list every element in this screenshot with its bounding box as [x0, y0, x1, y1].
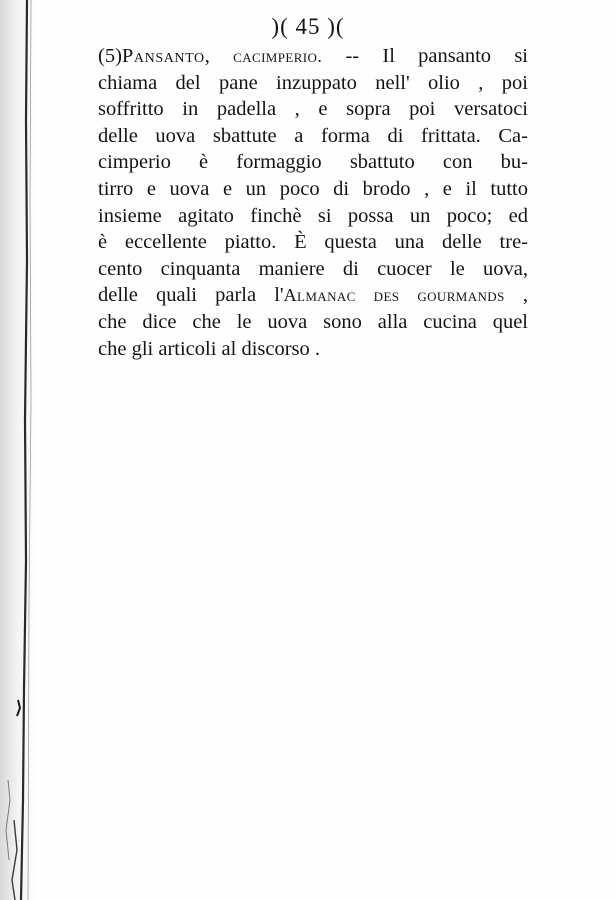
page-number: )( 45 )(: [271, 14, 345, 39]
headword: Pansanto: [121, 45, 205, 67]
text-line: cimperio è formaggio sbattuto con bu-: [98, 151, 528, 174]
headword-secondary: cacimperio.: [233, 46, 323, 66]
binding-shadow: [0, 0, 40, 900]
text-line: che gli articoli al discorso .: [98, 337, 321, 360]
text-line-start: delle quali parla l': [98, 284, 284, 307]
text-line: delle uova sbattute a forma di frittata. Ca-: [98, 124, 528, 147]
text-line: che dice che le uova sono alla cucina quel: [98, 310, 528, 333]
footnote-marker: (5): [98, 45, 122, 67]
text-line: [98, 43, 528, 70]
footnote-text: [98, 43, 528, 362]
text-line-rest: -- Il pansanto si: [322, 45, 528, 67]
book-title: Almanac des gourmands: [283, 285, 505, 306]
text-line-end: ,: [504, 284, 528, 307]
text-line: cento cinquanta maniere di cuocer le uova,: [98, 257, 528, 280]
text-line: insieme agitato finchè si possa un poco; ed: [98, 204, 528, 227]
text-line: [98, 282, 528, 309]
text-line: soffritto in padella , e sopra poi versatoci: [98, 98, 528, 121]
text-line: chiama del pane inzuppato nell' olio , poi: [98, 71, 528, 94]
headword-separator: ,: [204, 45, 234, 67]
text-line: è eccellente piatto. È questa una delle tre-: [98, 231, 528, 254]
page-binding-edge: [0, 0, 40, 900]
text-line: tirro e uova e un poco di brodo , e il tutto: [98, 177, 528, 200]
